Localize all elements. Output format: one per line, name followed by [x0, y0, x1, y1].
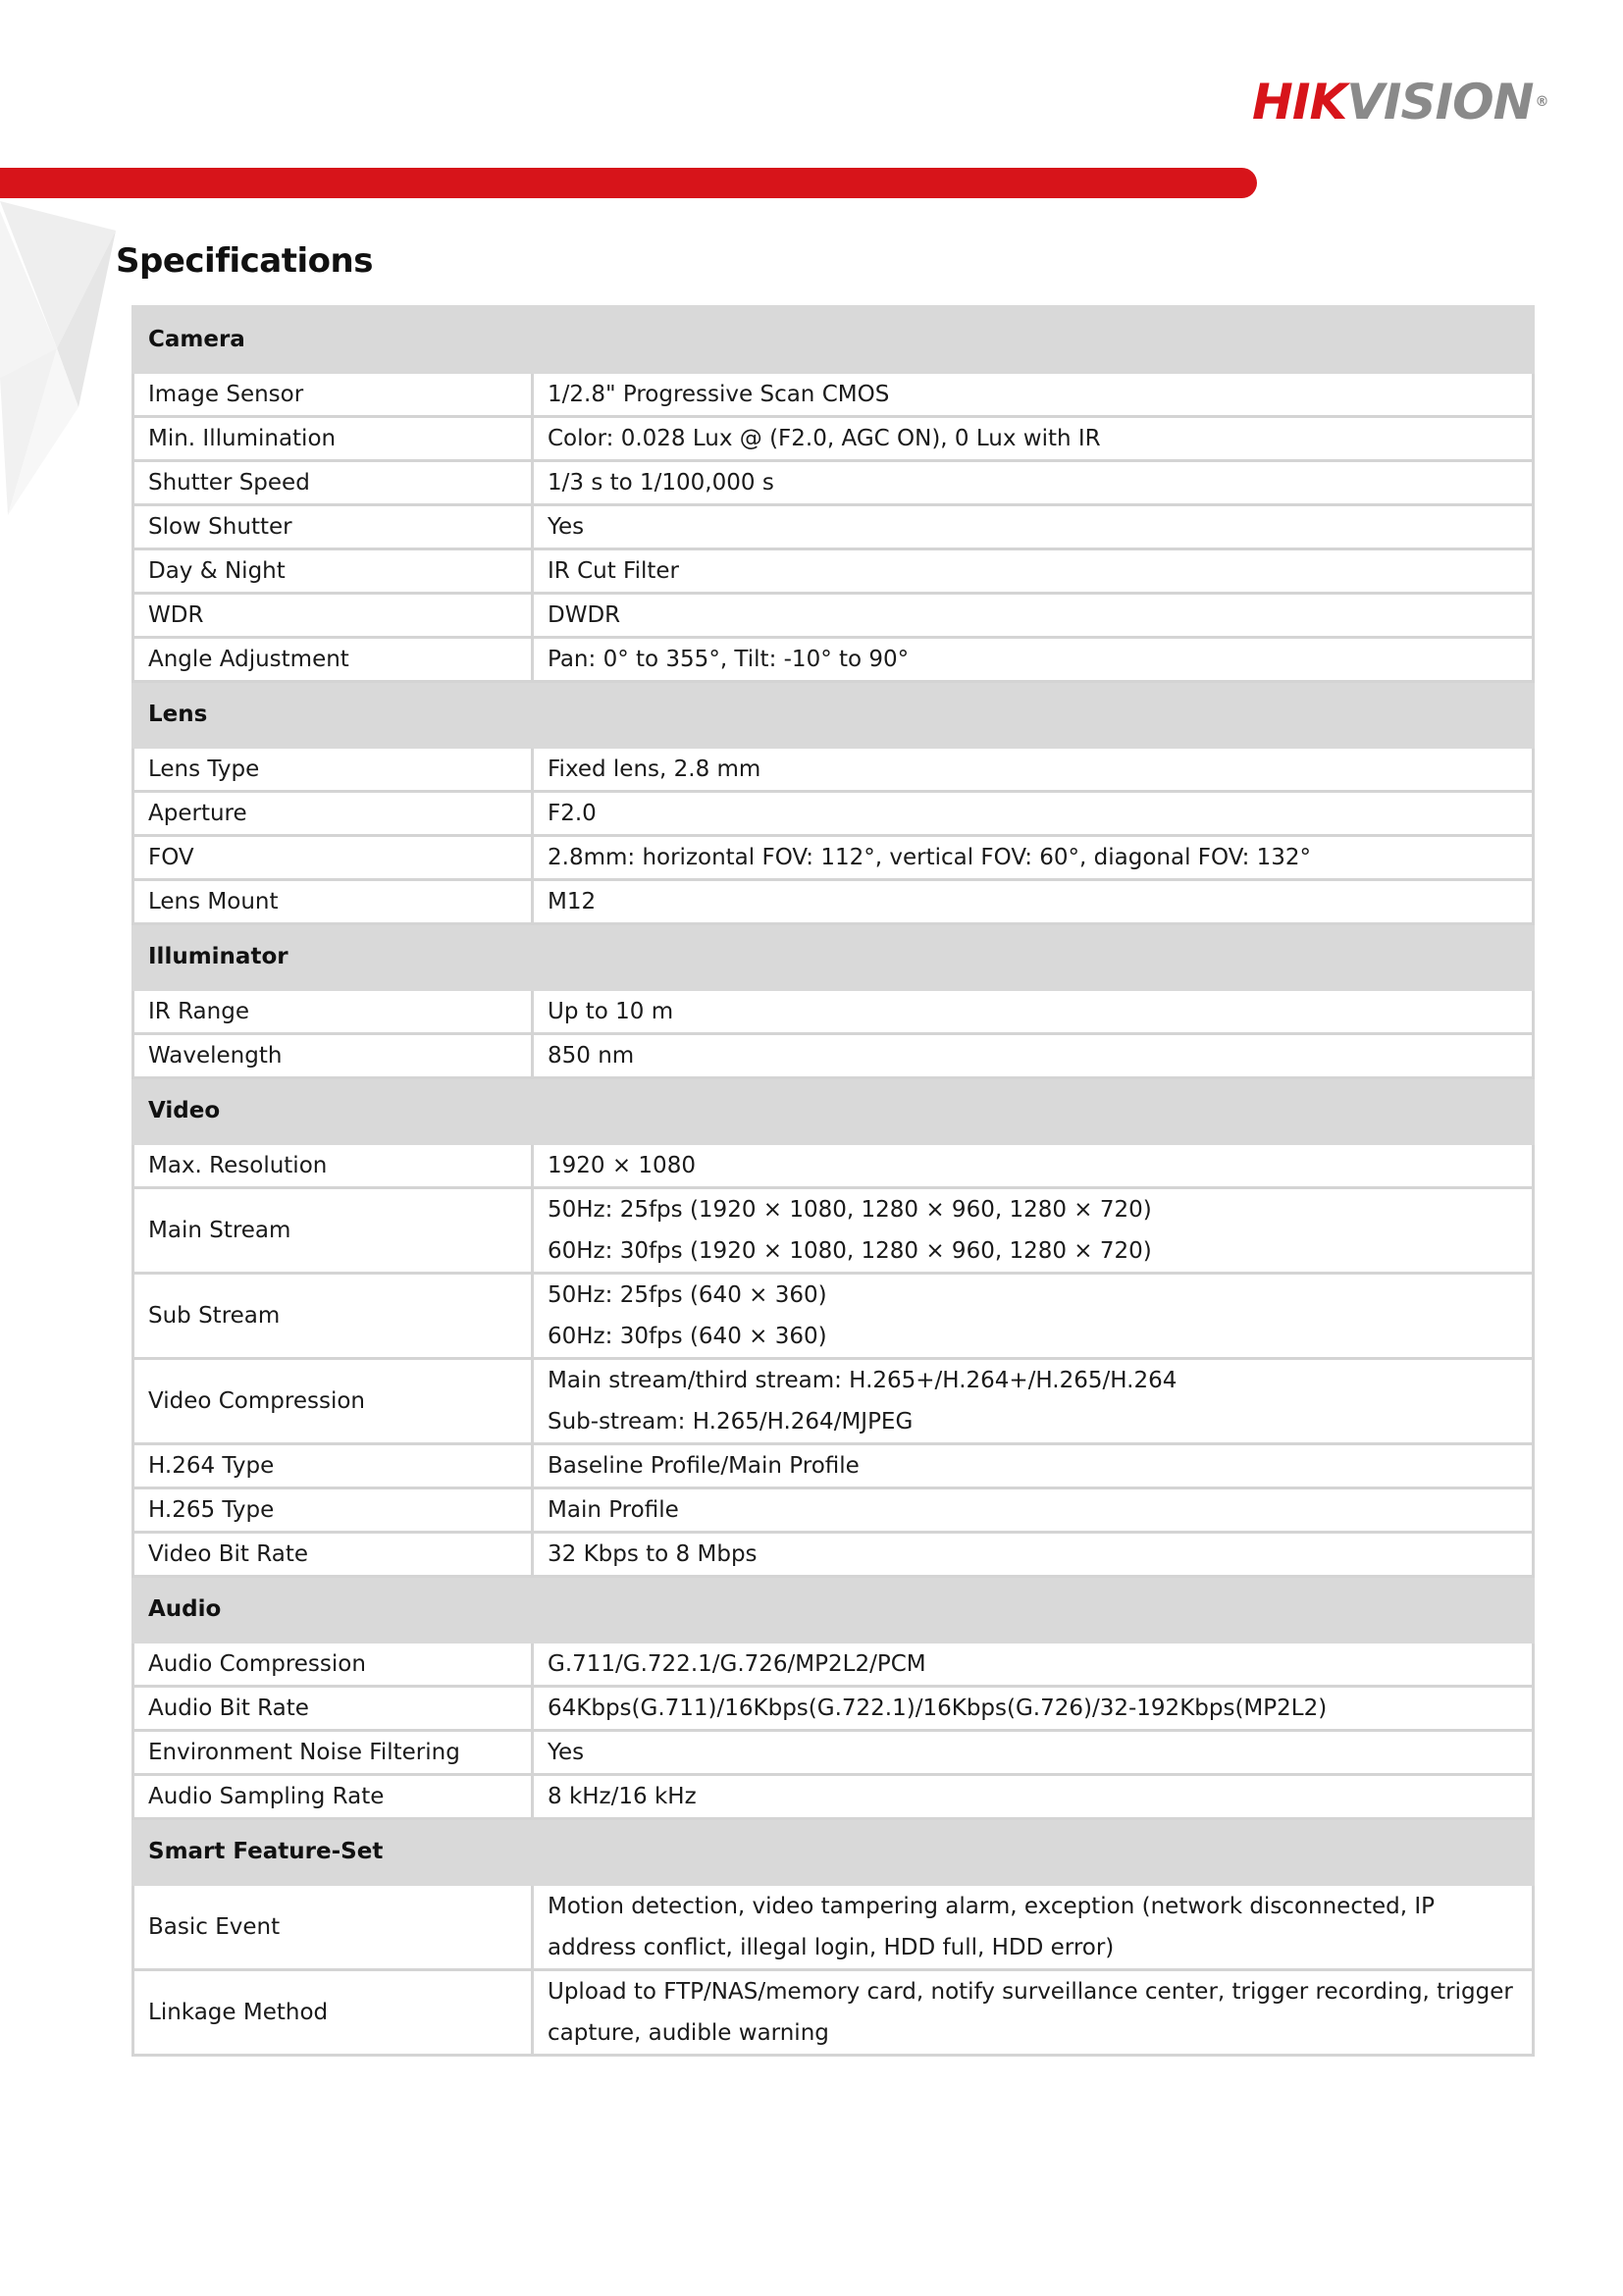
- section-title: Lens: [133, 682, 1534, 748]
- spec-label: WDR: [133, 594, 533, 638]
- spec-label: Slow Shutter: [133, 505, 533, 549]
- spec-value-line: IR Cut Filter: [548, 558, 680, 584]
- spec-row: [133, 505, 1534, 549]
- spec-value-line: Yes: [548, 1740, 585, 1765]
- section-header-row: [133, 1577, 1534, 1643]
- spec-row: [133, 461, 1534, 505]
- spec-value: [533, 417, 1534, 461]
- section-title: Camera: [133, 307, 1534, 373]
- spec-label: Video Compression: [133, 1359, 533, 1444]
- spec-row: [133, 1775, 1534, 1819]
- spec-value-line: Main Profile: [548, 1497, 679, 1523]
- spec-label: Day & Night: [133, 549, 533, 594]
- spec-value-line: Up to 10 m: [548, 999, 674, 1024]
- spec-value-line: Color: 0.028 Lux @ (F2.0, AGC ON), 0 Lux with IR: [548, 426, 1101, 451]
- spec-label: IR Range: [133, 990, 533, 1034]
- spec-value-line: 2.8mm: horizontal FOV: 112°, vertical FOV: 60°, diagonal FOV: 132°: [548, 845, 1312, 870]
- spec-value-line: 1920 × 1080: [548, 1153, 696, 1178]
- spec-value-line: G.711/G.722.1/G.726/MP2L2/PCM: [548, 1651, 926, 1677]
- spec-label: Shutter Speed: [133, 461, 533, 505]
- spec-label: Linkage Method: [133, 1970, 533, 2056]
- spec-value: [533, 1488, 1534, 1533]
- spec-label: Image Sensor: [133, 373, 533, 417]
- spec-value: [533, 1970, 1534, 2056]
- spec-value-line: Sub-stream: H.265/H.264/MJPEG: [548, 1409, 914, 1435]
- spec-label: Angle Adjustment: [133, 638, 533, 682]
- spec-row: [133, 1533, 1534, 1577]
- specifications-table: [131, 305, 1535, 2057]
- spec-value: [533, 1687, 1534, 1731]
- spec-label: FOV: [133, 836, 533, 880]
- spec-value-line: 50Hz: 25fps (1920 × 1080, 1280 × 960, 1280 × 720): [548, 1197, 1152, 1223]
- spec-value: [533, 1533, 1534, 1577]
- section-header-row: [133, 307, 1534, 373]
- spec-label: Sub Stream: [133, 1274, 533, 1359]
- spec-row: [133, 1488, 1534, 1533]
- section-title: Video: [133, 1078, 1534, 1144]
- spec-row: [133, 638, 1534, 682]
- spec-value: [533, 549, 1534, 594]
- spec-value: [533, 1359, 1534, 1444]
- spec-label: Video Bit Rate: [133, 1533, 533, 1577]
- brand-logo: HIKVISION ®: [1252, 74, 1548, 130]
- spec-label: Audio Compression: [133, 1643, 533, 1687]
- spec-value: [533, 505, 1534, 549]
- spec-value-line: 50Hz: 25fps (640 × 360): [548, 1282, 827, 1308]
- spec-row: [133, 1687, 1534, 1731]
- section-title: Smart Feature-Set: [133, 1819, 1534, 1885]
- spec-row: [133, 1444, 1534, 1488]
- spec-value-line: 1/3 s to 1/100,000 s: [548, 470, 774, 496]
- spec-row: [133, 1643, 1534, 1687]
- spec-value: [533, 880, 1534, 924]
- spec-label: Lens Type: [133, 748, 533, 792]
- spec-value-line: Fixed lens, 2.8 mm: [548, 757, 761, 782]
- spec-row: [133, 748, 1534, 792]
- spec-row: [133, 1359, 1534, 1444]
- spec-label: H.264 Type: [133, 1444, 533, 1488]
- spec-value-line: Upload to FTP/NAS/memory card, notify surveillance center, trigger recording, trigger: [548, 1979, 1513, 2005]
- section-header-row: [133, 682, 1534, 748]
- spec-value-line: capture, audible warning: [548, 2020, 829, 2046]
- decorative-shards: [0, 201, 128, 525]
- spec-value-line: 60Hz: 30fps (1920 × 1080, 1280 × 960, 1280 × 720): [548, 1238, 1152, 1264]
- spec-value-line: 64Kbps(G.711)/16Kbps(G.722.1)/16Kbps(G.726)/32-192Kbps(MP2L2): [548, 1696, 1328, 1721]
- spec-value-line: Yes: [548, 514, 585, 540]
- spec-value: [533, 792, 1534, 836]
- spec-row: [133, 990, 1534, 1034]
- spec-row: [133, 1034, 1534, 1078]
- spec-row: [133, 836, 1534, 880]
- spec-label: Audio Sampling Rate: [133, 1775, 533, 1819]
- spec-value: [533, 1034, 1534, 1078]
- spec-value-line: M12: [548, 889, 597, 914]
- spec-label: Audio Bit Rate: [133, 1687, 533, 1731]
- spec-value: [533, 1144, 1534, 1188]
- spec-value: [533, 594, 1534, 638]
- spec-value: [533, 836, 1534, 880]
- spec-label: Lens Mount: [133, 880, 533, 924]
- spec-row: [133, 1144, 1534, 1188]
- section-title: Audio: [133, 1577, 1534, 1643]
- spec-value: [533, 1885, 1534, 1970]
- section-header-row: [133, 1819, 1534, 1885]
- header-red-bar: [0, 168, 1257, 198]
- spec-value: [533, 1775, 1534, 1819]
- spec-value-line: Main stream/third stream: H.265+/H.264+/H.265/H.264: [548, 1368, 1178, 1393]
- spec-value-line: DWDR: [548, 602, 621, 628]
- spec-value-line: Baseline Profile/Main Profile: [548, 1453, 860, 1479]
- spec-value: [533, 1444, 1534, 1488]
- section-header-row: [133, 1078, 1534, 1144]
- spec-row: [133, 594, 1534, 638]
- spec-value: [533, 1731, 1534, 1775]
- spec-label: Max. Resolution: [133, 1144, 533, 1188]
- spec-value: [533, 748, 1534, 792]
- spec-value-line: 32 Kbps to 8 Mbps: [548, 1541, 758, 1567]
- spec-row: [133, 417, 1534, 461]
- spec-label: H.265 Type: [133, 1488, 533, 1533]
- spec-row: [133, 1970, 1534, 2056]
- spec-row: [133, 549, 1534, 594]
- spec-row: [133, 1274, 1534, 1359]
- spec-value: [533, 461, 1534, 505]
- spec-value: [533, 990, 1534, 1034]
- spec-value-line: Motion detection, video tampering alarm, exception (network disconnected, IP: [548, 1894, 1436, 1919]
- spec-value: [533, 1274, 1534, 1359]
- spec-label: Wavelength: [133, 1034, 533, 1078]
- spec-value: [533, 373, 1534, 417]
- spec-value-line: 60Hz: 30fps (640 × 360): [548, 1324, 827, 1349]
- spec-row: [133, 373, 1534, 417]
- spec-row: [133, 1188, 1534, 1274]
- spec-row: [133, 1731, 1534, 1775]
- spec-label: Basic Event: [133, 1885, 533, 1970]
- page-title: Specifications: [116, 241, 373, 281]
- spec-value-line: 850 nm: [548, 1043, 635, 1069]
- spec-value-line: 8 kHz/16 kHz: [548, 1784, 697, 1809]
- spec-label: Aperture: [133, 792, 533, 836]
- section-title: Illuminator: [133, 924, 1534, 990]
- spec-label: Environment Noise Filtering: [133, 1731, 533, 1775]
- spec-row: [133, 1885, 1534, 1970]
- spec-row: [133, 880, 1534, 924]
- spec-value: [533, 1643, 1534, 1687]
- spec-value-line: Pan: 0° to 355°, Tilt: -10° to 90°: [548, 647, 910, 672]
- section-header-row: [133, 924, 1534, 990]
- spec-label: Min. Illumination: [133, 417, 533, 461]
- spec-row: [133, 792, 1534, 836]
- spec-label: Main Stream: [133, 1188, 533, 1274]
- spec-value: [533, 1188, 1534, 1274]
- spec-value-line: F2.0: [548, 801, 597, 826]
- spec-value: [533, 638, 1534, 682]
- spec-value-line: address conflict, illegal login, HDD full, HDD error): [548, 1935, 1115, 1960]
- spec-value-line: 1/2.8" Progressive Scan CMOS: [548, 382, 890, 407]
